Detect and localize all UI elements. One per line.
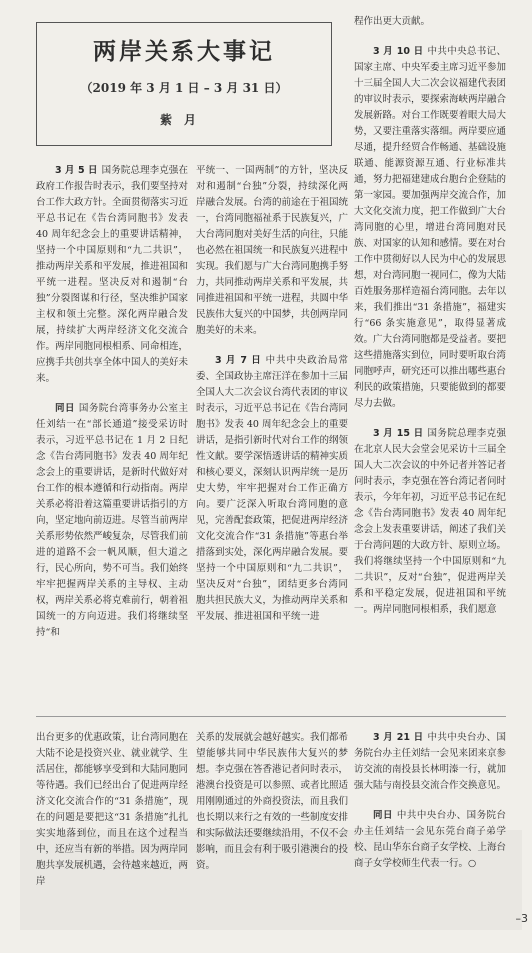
entry-text: 程作出更大贡献。 [354, 16, 431, 27]
entry-date: 3 月 15 日 [373, 428, 424, 439]
news-paragraph [36, 163, 188, 387]
entry-date: 3 月 10 日 [373, 46, 424, 57]
title-box [36, 22, 332, 146]
news-paragraph [36, 401, 188, 641]
entry-text: 中共中央政治局常委、全国政协主席汪洋在参加十三届全国人大二次会议台湾代表团的审议时表示，习近平总书记在《告台湾同胞书》发表 40 周年纪念会上的重要讲话，是指引新时代对台工作的纲领性文献。要学深悟透讲话的精神实质和核心要义，深刻认识两岸统一是历史大势，牢牢把握对台工作正确方向。要广泛深入听取台湾同胞的意见，完善配套政策，把促进两岸经济文化交流合作“31 条措施”等惠台举措落到实处，深化两岸融合发展。要坚持一个中国原则和“九二共识”，坚决反对“台独”，团结更多台湾同胞共担民族大义，为推动两岸关系和平发展、推进祖国和平统一进 [196, 355, 348, 622]
entry-text: 平统一、一国两制”的方针，坚决反对和遏制“台独”分裂，持续深化两岸融合发展。台湾的前途在于祖国统一，台湾同胞福祉系于民族复兴，广大台湾同胞对美好生活的向往，只能也必然在祖国统一和民族复兴进程中实现。我们愿与广大台湾同胞携手努力，共同推动两岸关系和平发展，共同推进祖国和平统一进程，共圆中华民族伟大复兴的中国梦，共创两岸同胞美好的未来。 [196, 165, 348, 336]
news-paragraph [354, 808, 506, 872]
column-bottom-left [36, 730, 188, 910]
entry-text: 国务院总理李克强在政府工作报告时表示，我们要坚持对台工作大政方针。全面贯彻落实习近平总书记在《告台湾同胞书》发表 40 周年纪念会上的重要讲话精神，坚持一个中国原则和“九二共识”，推动两岸关系和平发展，推进祖国和平统一进程。坚决反对和遏制“台独”分裂图谋和行径，坚决维护国家主权和领土完整。深化两岸融合发展，持续扩大两岸经济文化交流合作。两岸同胞同根相系、同命相连，应携手共创共享全体中国人的美好未来。 [36, 165, 188, 384]
date-range: （2019 年 3 月 1 日 – 3 月 31 日） [80, 81, 288, 95]
entry-date: 同日 [55, 403, 75, 414]
news-paragraph [354, 730, 506, 794]
news-paragraph [36, 730, 188, 890]
column-left [36, 163, 188, 711]
news-paragraph [196, 353, 348, 625]
entry-text: 中共中央总书记、国家主席、中央军委主席习近平参加十三届全国人大二次会议福建代表团的审议时表示，要探索海峡两岸融合发展新路。对台工作既要着眼大局大势，又要注重落实落细。两岸要应通尽通，提升经贸合作畅通、基础设施联通、能源资源互通、行业标准共通，努力把福建建成台胞台企登陆的第一家园。要加强两岸交流合作，加大文化交流力度，把工作做到广大台湾同胞的心里，增进台湾同胞对民族、对国家的认知和感情。要在对台工作中贯彻好以人民为中心的发展思想，对台湾同胞一视同仁，像为大陆百姓服务那样造福台湾同胞。去年以来，我们推出“31 条措施”，福建实行“66 条实施意见”，取得显著成效。广大台湾同胞都是受益者。要把这些措施落实到位，同时要听取台湾同胞呼声，研究还可以推出哪些惠台利民的政策措施，只要能做到的都要尽力去做。 [354, 46, 506, 409]
news-paragraph [196, 163, 348, 339]
entry-text: 中共中央台办、国务院台办主任刘结一会见东莞台商子弟学校、昆山华东台商子女学校、上海台商子女学校师生代表一行。○ [354, 810, 506, 869]
entry-date: 3 月 5 日 [55, 165, 98, 176]
column-bottom-right [354, 730, 506, 910]
column-bottom-middle [196, 730, 348, 910]
column-right-top [354, 14, 506, 704]
entry-text: 关系的发展就会越好越实。我们都希望能够共同中华民族伟大复兴的梦想。李克强在答香港记者问时表示，港澳台投资是可以参照、或者比照适用刚刚通过的外商投资法，而且我们也长期以来行之有效的一些制度安排和实际做法还要继续沿用，不仅不会影响，而且会有利于吸引港澳台的投资。 [196, 732, 348, 871]
news-paragraph [196, 730, 348, 874]
entry-text: 国务院台湾事务办公室主任刘结一在“部长通道”接受采访时表示，习近平总书记在 1 月 2 日纪念《告台湾同胞书》发表 40 周年纪念会上的重要讲话，是新时代做好对台工作的根本遵循和行动指南。两岸关系必将沿着这篇重要讲话指引的方向，坚定地向前迈进。尽管当前两岸关系形势依然严峻复杂，尽管我们前进的道路不会一帆风顺，但大道之行，民心所向，势不可当。我们始终牢牢把握两岸关系的主导权、主动权，两岸关系必将克难前行，朝着祖国统一的方向迈进。我们将继续坚持“和 [36, 403, 188, 638]
news-paragraph [354, 44, 506, 412]
page-title: 两岸关系大事记 [93, 39, 275, 65]
section-divider [36, 716, 506, 717]
news-paragraph [354, 14, 506, 30]
entry-text: 中共中央台办、国务院台办主任刘结一会见来团来京参访交流的南投县长林明溱一行，就加强大陆与南投县交流合作交换意见。 [354, 732, 506, 791]
entry-text: 国务院总理李克强在北京人民大会堂会见采访十三届全国人大二次会议的中外记者并答记者问时表示，李克强在答台湾记者问时表示，今年年初，习近平总书记在纪念《告台湾同胞书》发表 40 周年纪念会上发表重要讲话，阐述了我们关于台湾问题的大政方针、原则立场。我们将继续坚持一个中国原则和“九二共识”，反对“台独”，促进两岸关系和平稳定发展，促进祖国和平统一。两岸同胞同根相系，我们愿意 [354, 428, 506, 615]
entry-date: 3 月 7 日 [215, 355, 262, 366]
entry-date: 同日 [373, 810, 393, 821]
page-number: –3 [515, 912, 528, 925]
author-name: 紫月 [159, 113, 208, 127]
entry-date: 3 月 21 日 [373, 732, 424, 743]
news-paragraph [354, 426, 506, 618]
column-middle [196, 163, 348, 711]
entry-text: 出台更多的优惠政策，让台湾同胞在大陆不论是投资兴业、就业就学、生活居住，都能够享受到和大陆同胞同等待遇。我们已经出台了促进两岸经济文化交流合作的“31 条措施”，现在的问题是要把这“31 条措施”扎扎实实地落到位，而且在这个过程当中，还应当有新的举措。因为两岸同胞共享发展机遇，会待越来越近，两岸 [36, 732, 188, 887]
